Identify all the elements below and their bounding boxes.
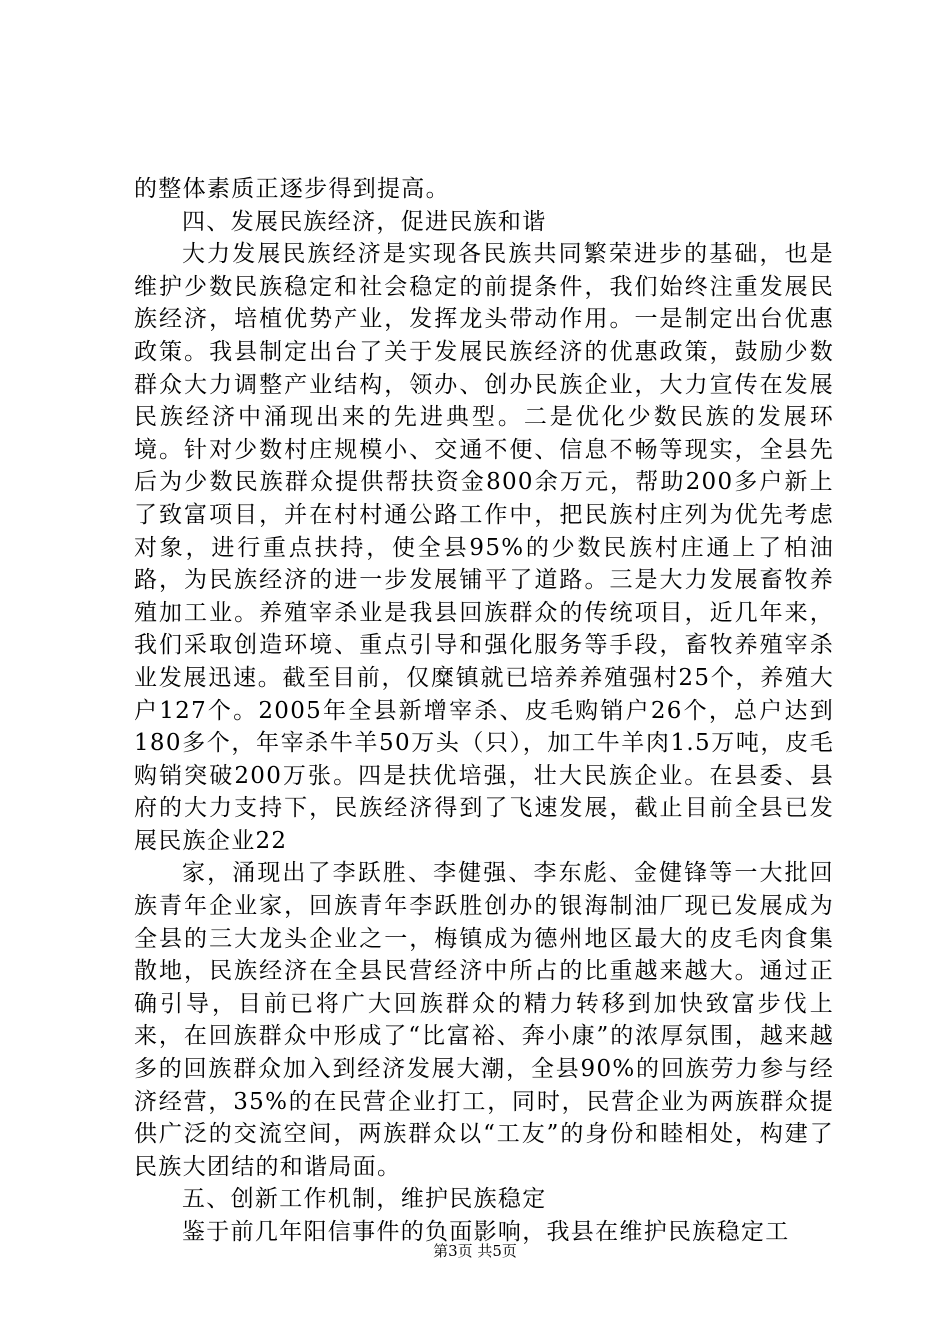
page-number: 第3页 共5页: [433, 1242, 517, 1260]
paragraph-stability: 鉴于前几年阳信事件的负面影响，我县在维护民族稳定工: [182, 1219, 790, 1245]
paragraph-economy: 大力发展民族经济是实现各民族共同繁荣进步的基础，也是维护少数民族稳定和社会稳定的前提条件，我们始终注重发展民族经济，培植优势产业，发挥龙头带动作用。一是制定出台优惠政策。我县制定出台了关于发展民族经济的优惠政策，鼓励少数群众大力调整产业结构，领办、创办民族企业，大力宣传在发展民族经济中涌现出来的先进典型。二是优化少数民族的发展环境。针对少数村庄规模小、交通不便、信息不畅等现实，全县先后为少数民族群众提供帮扶资金800余万元，帮助200多户新上了致富项目，并在村村通公路工作中，把民族村庄列为优先考虑对象，进行重点扶持，使全县95%的少数民族村庄通上了柏油路，为民族经济的进一步发展铺平了道路。三是大力发展畜牧养殖加工业。养殖宰杀业是我县回族群众的传统项目，近几年来，我们采取创造环境、重点引导和强化服务等手段，畜牧养殖宰杀业发展迅速。截至目前，仅糜镇就已培养养殖强村25个，养殖大户127个。2005年全县新增宰杀、皮毛购销户26个，总户达到180多个，年宰杀牛羊50万头（只），加工牛羊肉1.5万吨，皮毛购销突破200万张。四是扶优培强，壮大民族企业。在县委、县府的大力支持下，民族经济得到了飞速发展，截止目前全县已发展民族企业22: [134, 241, 834, 854]
section-heading-4: 四、发展民族经济，促进民族和谐: [182, 208, 547, 235]
section-heading-5: 五、创新工作机制，维护民族稳定: [182, 1186, 547, 1213]
paragraph-entrepreneurs: 家，涌现出了李跃胜、李健强、李东彪、金健锋等一大批回族青年企业家，回族青年李跃胜创办的银海制油厂现已发展成为全县的三大龙头企业之一，梅镇成为德州地区最大的皮毛肉食集散地，民族经济在全县民营经济中所占的比重越来越大。通过正确引导，目前已将广大回族群众的精力转移到加快致富步伐上来，在回族群众中形成了“比富裕、奔小康”的浓厚氛围，越来越多的回族群众加入到经济发展大潮，全县90%的回族劳力参与经济经营，35%的在民营企业打工，同时，民营企业为两族群众提供广泛的交流空间，两族群众以“工友”的身份和睦相处，构建了民族大团结的和谐局面。: [134, 860, 834, 1180]
document-body: [134, 173, 834, 1249]
page-footer: [0, 1241, 950, 1261]
paragraph-continuation: 的整体素质正逐步得到提高。: [134, 176, 450, 202]
